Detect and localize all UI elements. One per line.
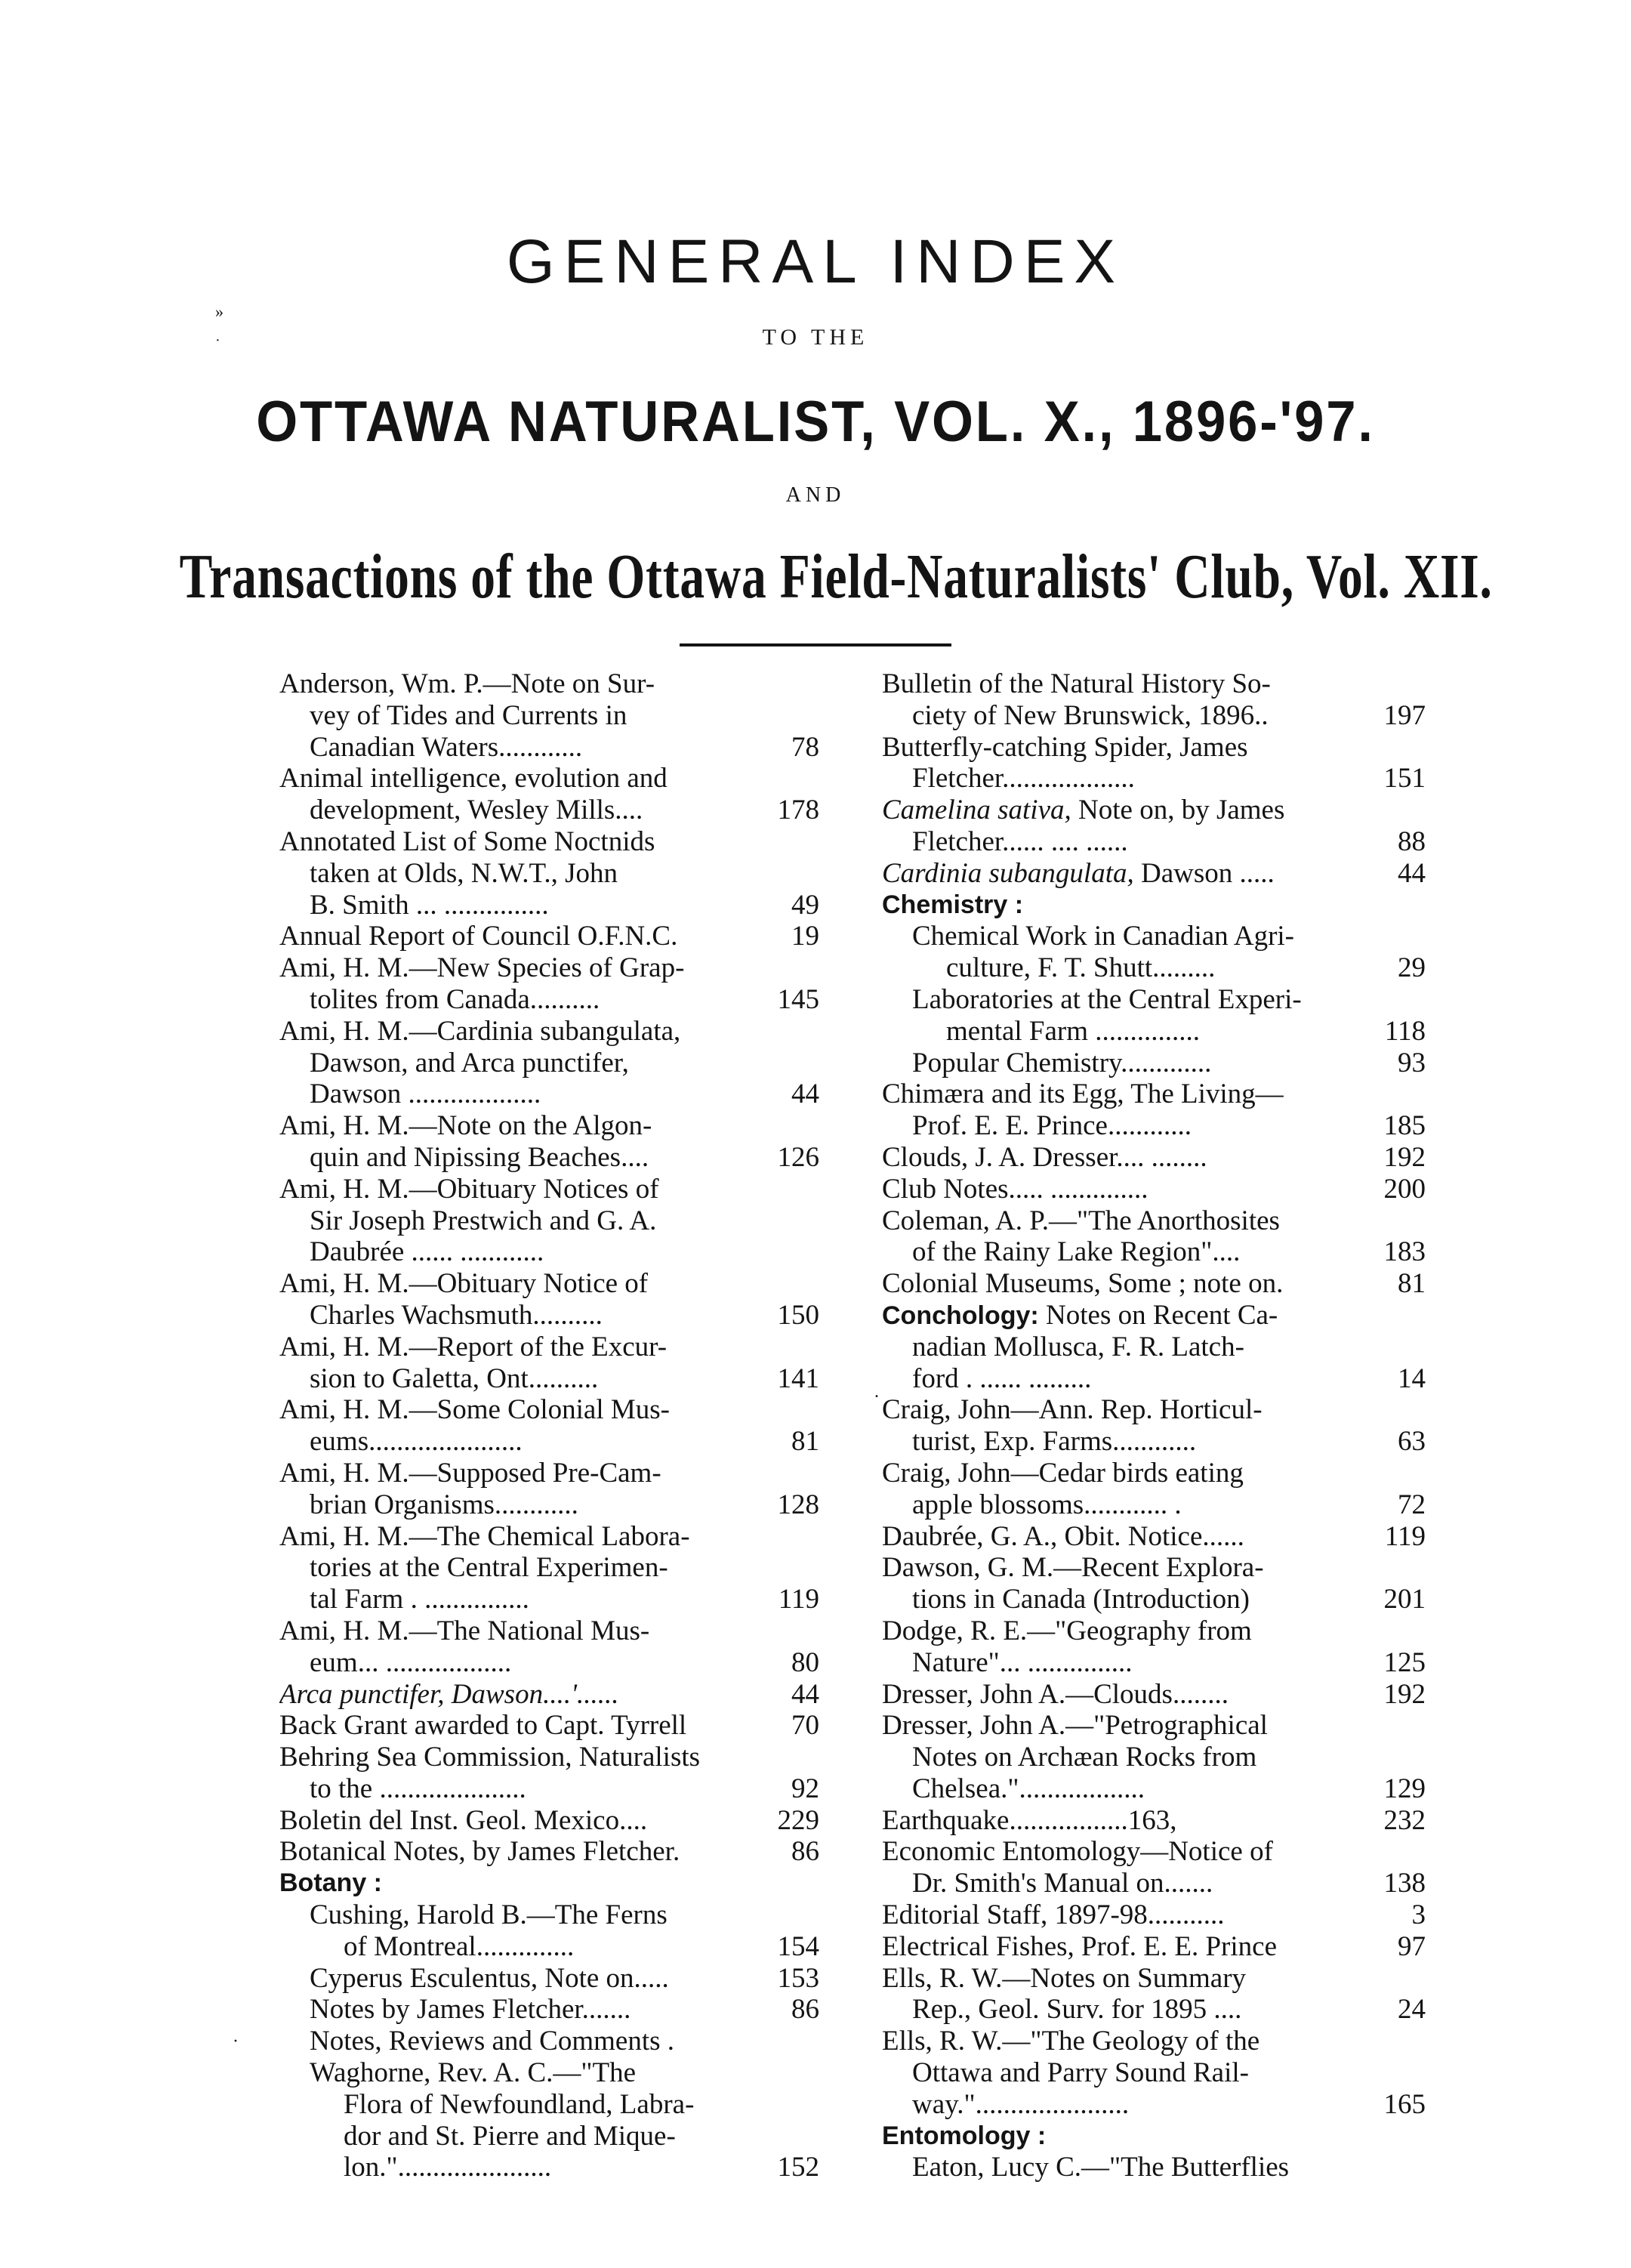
index-entry-text: Notes on Archæan Rocks from bbox=[912, 1742, 1257, 1773]
margin-mark: · bbox=[233, 2032, 239, 2051]
index-entry bbox=[882, 826, 1426, 858]
index-entry-text: Annual Report of Council O.F.N.C. bbox=[279, 921, 678, 952]
page-number: 86 bbox=[791, 1836, 819, 1868]
page-number: 128 bbox=[777, 1489, 819, 1520]
index-entry bbox=[882, 1268, 1426, 1300]
title-rule bbox=[680, 643, 951, 646]
index-entry bbox=[279, 1174, 819, 1205]
index-entry-rest: Note on, by James bbox=[1071, 795, 1285, 826]
index-entry-text bbox=[882, 858, 1275, 890]
index-entry bbox=[279, 1868, 819, 1899]
index-entry bbox=[279, 1742, 819, 1773]
index-entry-text: Chelsea.".................. bbox=[912, 1773, 1145, 1804]
index-entry-text: Flora of Newfoundland, Labra- bbox=[344, 2088, 695, 2120]
index-entry bbox=[279, 1773, 819, 1805]
index-column-left bbox=[279, 668, 819, 2183]
index-entry-text: Economic Entomology—Notice of bbox=[882, 1836, 1273, 1868]
page-number: 138 bbox=[1383, 1868, 1426, 1899]
index-entry bbox=[882, 1016, 1426, 1048]
index-entry-lead: Conchology: bbox=[882, 1301, 1039, 1330]
index-entry bbox=[279, 1363, 819, 1395]
index-entry-text: Chemistry : bbox=[882, 890, 1024, 919]
page-number: 192 bbox=[1383, 1678, 1426, 1710]
index-entry bbox=[279, 1836, 819, 1868]
index-entry bbox=[279, 1048, 819, 1079]
index-entry bbox=[279, 1236, 819, 1268]
page-number: 150 bbox=[777, 1299, 819, 1331]
page-number: 118 bbox=[1384, 1015, 1426, 1047]
page-number: 154 bbox=[777, 1930, 819, 1962]
index-entry bbox=[279, 984, 819, 1016]
page-number: 153 bbox=[777, 1962, 819, 1994]
page-number: 97 bbox=[1398, 1930, 1426, 1962]
index-entry bbox=[882, 763, 1426, 795]
index-entry-text: Eaton, Lucy C.—"The Butterflies bbox=[912, 2152, 1290, 2183]
index-entry-text: Nature"... ............... bbox=[912, 1646, 1133, 1678]
index-entry-text: quin and Nipissing Beaches.... bbox=[310, 1141, 649, 1173]
index-entry bbox=[279, 700, 819, 732]
index-entry bbox=[882, 952, 1426, 984]
index-entry bbox=[279, 1615, 819, 1647]
page-number: 72 bbox=[1398, 1489, 1426, 1520]
index-entry bbox=[882, 1931, 1426, 1963]
page-number: 129 bbox=[1383, 1773, 1426, 1804]
page-number: 229 bbox=[777, 1804, 819, 1836]
index-entry bbox=[279, 1552, 819, 1584]
index-entry bbox=[882, 1584, 1426, 1615]
page-number: 88 bbox=[1398, 825, 1426, 857]
page-number: 185 bbox=[1383, 1110, 1426, 1142]
index-entry bbox=[279, 795, 819, 826]
index-entry-text: of the Rainy Lake Region".... bbox=[912, 1236, 1241, 1268]
index-entry bbox=[882, 1426, 1426, 1458]
index-entry bbox=[279, 1489, 819, 1521]
index-entry-text: Editorial Staff, 1897-98........... bbox=[882, 1899, 1225, 1931]
index-entry bbox=[279, 2089, 819, 2121]
index-entry-text: turist, Exp. Farms............ bbox=[912, 1426, 1197, 1458]
page-number: 165 bbox=[1383, 2088, 1426, 2120]
page-number: 151 bbox=[1383, 763, 1426, 795]
index-entry bbox=[279, 1268, 819, 1300]
page-number: 63 bbox=[1398, 1426, 1426, 1458]
index-entry-text: Animal intelligence, evolution and bbox=[279, 763, 668, 795]
index-entry-text: Ami, H. M.—Obituary Notice of bbox=[279, 1268, 649, 1300]
index-entry bbox=[882, 1110, 1426, 1142]
index-entry-text: development, Wesley Mills.... bbox=[310, 795, 643, 826]
index-column-right bbox=[882, 668, 1426, 2183]
page-number: 19 bbox=[791, 921, 819, 952]
page-number: 152 bbox=[777, 2152, 819, 2183]
index-entry bbox=[279, 1647, 819, 1679]
index-entry-text: Cyperus Esculentus, Note on..... bbox=[310, 1962, 669, 1994]
index-entry-text: Laboratories at the Central Experi- bbox=[912, 983, 1302, 1015]
page-number: 197 bbox=[1383, 699, 1426, 731]
index-entry-text: Prof. E. E. Prince............ bbox=[912, 1110, 1192, 1142]
index-entry-text: Dawson, and Arca punctifer, bbox=[310, 1047, 629, 1078]
index-entry-text: Ami, H. M.—The Chemical Labora- bbox=[279, 1520, 690, 1552]
index-entry bbox=[279, 890, 819, 921]
index-entry-text bbox=[882, 795, 1284, 826]
index-entry bbox=[882, 1205, 1426, 1237]
index-entry bbox=[279, 952, 819, 984]
index-entry bbox=[882, 2026, 1426, 2057]
index-entry-text: Ami, H. M.—The National Mus- bbox=[279, 1615, 650, 1646]
index-entry bbox=[882, 2057, 1426, 2089]
index-entry-text: of Montreal.............. bbox=[344, 1930, 575, 1962]
index-entry-text: Ami, H. M.—Some Colonial Mus- bbox=[279, 1394, 670, 1426]
index-entry-text: Ami, H. M.—Obituary Notices of bbox=[279, 1173, 659, 1205]
index-entry-text: tions in Canada (Introduction) bbox=[912, 1584, 1250, 1615]
index-entry-text: Cushing, Harold B.—The Ferns bbox=[310, 1899, 668, 1931]
index-entry-text: Botanical Notes, by James Fletcher. bbox=[279, 1836, 680, 1868]
index-entry bbox=[882, 1552, 1426, 1584]
index-entry-text: Fletcher...... .... ...... bbox=[912, 825, 1128, 857]
index-entry-text: Dresser, John A.—Clouds........ bbox=[882, 1678, 1229, 1710]
index-entry bbox=[882, 1300, 1426, 1331]
index-entry bbox=[279, 1458, 819, 1489]
index-entry-text: ciety of New Brunswick, 1896.. bbox=[912, 699, 1269, 731]
index-entry-text: Dawson ................... bbox=[310, 1078, 541, 1110]
index-entry-text: Ami, H. M.—New Species of Grap- bbox=[279, 952, 685, 984]
index-entry-text: Back Grant awarded to Capt. Tyrrell bbox=[279, 1710, 687, 1742]
index-entry bbox=[279, 858, 819, 890]
index-entry bbox=[882, 1773, 1426, 1805]
index-entry bbox=[279, 1331, 819, 1363]
index-entry-text: Chimæra and its Egg, The Living— bbox=[882, 1078, 1284, 1110]
index-entry-text: Canadian Waters............ bbox=[310, 731, 583, 763]
index-entry-text: Craig, John—Ann. Rep. Horticul- bbox=[882, 1394, 1263, 1426]
index-entry bbox=[279, 1679, 819, 1711]
index-entry-text: Rep., Geol. Surv. for 1895 .... bbox=[912, 1994, 1242, 2026]
index-entry-text: eum... .................. bbox=[310, 1646, 512, 1678]
index-entry bbox=[279, 1710, 819, 1742]
index-entry bbox=[882, 1489, 1426, 1521]
page-number: 29 bbox=[1398, 952, 1426, 984]
index-entry-text: Charles Wachsmuth.......... bbox=[310, 1299, 603, 1331]
index-entry bbox=[882, 732, 1426, 764]
index-entry bbox=[279, 921, 819, 952]
index-entry-text: to the ..................... bbox=[310, 1773, 526, 1804]
index-entry bbox=[882, 1048, 1426, 1079]
page-number: 92 bbox=[791, 1773, 819, 1804]
index-entry-text: Ami, H. M.—Report of the Excur- bbox=[279, 1331, 668, 1362]
page-number: 119 bbox=[1384, 1520, 1426, 1552]
index-entry bbox=[882, 1805, 1426, 1837]
page-number: 44 bbox=[791, 1678, 819, 1710]
index-entry bbox=[279, 1110, 819, 1142]
index-entry-text: Ami, H. M.—Note on the Algon- bbox=[279, 1110, 652, 1142]
index-entry-text: Club Notes..... .............. bbox=[882, 1173, 1148, 1205]
index-entry-text: Dawson, G. M.—Recent Explora- bbox=[882, 1552, 1264, 1584]
to-the-caption: TO THE bbox=[762, 325, 869, 350]
index-entry bbox=[882, 1679, 1426, 1711]
index-entry bbox=[882, 1331, 1426, 1363]
index-entry-text: Botany : bbox=[279, 1868, 382, 1898]
index-entry-text: Dr. Smith's Manual on....... bbox=[912, 1868, 1213, 1899]
index-entry-lead: Camelina sativa, bbox=[882, 795, 1071, 826]
index-entry bbox=[882, 2089, 1426, 2121]
index-entry-text: sion to Galetta, Ont.......... bbox=[310, 1362, 599, 1394]
index-entry-text: vey of Tides and Currents in bbox=[310, 699, 627, 731]
page-number: 178 bbox=[777, 795, 819, 826]
index-entry bbox=[882, 1615, 1426, 1647]
index-entry bbox=[279, 1521, 819, 1553]
index-entry-text: Notes by James Fletcher....... bbox=[310, 1994, 631, 2026]
index-entry-text: Coleman, A. P.—"The Anorthosites bbox=[882, 1205, 1280, 1236]
index-entry-text: Sir Joseph Prestwich and G. A. bbox=[310, 1205, 657, 1236]
index-entry-text: Bulletin of the Natural History So- bbox=[882, 668, 1271, 699]
index-entry-text: tal Farm . ............... bbox=[310, 1584, 529, 1615]
index-entry-text: Ami, H. M.—Supposed Pre-Cam- bbox=[279, 1457, 661, 1489]
index-entry bbox=[279, 1205, 819, 1237]
index-entry bbox=[279, 2152, 819, 2183]
index-entry-text: nadian Mollusca, F. R. Latch- bbox=[912, 1331, 1244, 1362]
index-entry bbox=[279, 1078, 819, 1110]
index-entry bbox=[279, 763, 819, 795]
index-entry-text: culture, F. T. Shutt......... bbox=[946, 952, 1216, 984]
page-number: 78 bbox=[791, 731, 819, 763]
index-entry bbox=[882, 1142, 1426, 1174]
index-entry-text: Waghorne, Rev. A. C.—"The bbox=[310, 2057, 637, 2089]
page-number: 81 bbox=[791, 1426, 819, 1458]
index-entry-text: Notes, Reviews and Comments . bbox=[310, 2026, 675, 2057]
index-entry bbox=[279, 826, 819, 858]
index-entry bbox=[882, 700, 1426, 732]
page-number: 70 bbox=[791, 1710, 819, 1742]
index-entry bbox=[279, 1805, 819, 1837]
page-number: 141 bbox=[777, 1362, 819, 1394]
index-entry-text: eums...................... bbox=[310, 1426, 523, 1458]
page-number: 145 bbox=[777, 983, 819, 1015]
margin-mark: » bbox=[215, 302, 224, 321]
index-entry-text: Daubrée ...... ............ bbox=[310, 1236, 544, 1268]
index-entry bbox=[279, 1931, 819, 1963]
page-number: 93 bbox=[1398, 1047, 1426, 1078]
index-entry bbox=[882, 2121, 1426, 2152]
index-entry bbox=[882, 984, 1426, 1016]
index-entry-text: Entomology : bbox=[882, 2121, 1047, 2150]
index-entry-lead: Cardinia subangulata, bbox=[882, 857, 1134, 889]
index-entry-text: Ells, R. W.—Notes on Summary bbox=[882, 1962, 1247, 1994]
and-caption: AND bbox=[785, 483, 846, 507]
index-entry bbox=[882, 1394, 1426, 1426]
index-entry-text: Electrical Fishes, Prof. E. E. Prince bbox=[882, 1930, 1278, 1962]
index-entry-text: dor and St. Pierre and Mique- bbox=[344, 2120, 676, 2152]
index-entry-text: Ami, H. M.—Cardinia subangulata, bbox=[279, 1015, 681, 1047]
index-entry-text: Dresser, John A.—"Petrographical bbox=[882, 1710, 1268, 1742]
index-entry-text: Earthquake.................163, bbox=[882, 1804, 1177, 1836]
index-entry-rest: Notes on Recent Ca- bbox=[1038, 1299, 1278, 1331]
index-entry bbox=[882, 890, 1426, 921]
page-number: 44 bbox=[1398, 857, 1426, 889]
index-entry bbox=[279, 1394, 819, 1426]
index-entry bbox=[882, 1836, 1426, 1868]
index-entry-text: brian Organisms............ bbox=[310, 1489, 578, 1520]
page-number: 14 bbox=[1398, 1362, 1426, 1394]
index-entry-text: Behring Sea Commission, Naturalists bbox=[279, 1742, 701, 1773]
index-entry-text: tolites from Canada.......... bbox=[310, 983, 600, 1015]
page-number: 49 bbox=[791, 889, 819, 921]
margin-mark: . bbox=[874, 1382, 879, 1402]
page-number: 201 bbox=[1383, 1584, 1426, 1615]
journal-title: OTTAWA NATURALIST, VOL. X., 1896-'97. bbox=[256, 390, 1375, 454]
page-number: 24 bbox=[1398, 1994, 1426, 2026]
index-entry-text: taken at Olds, N.W.T., John bbox=[310, 857, 618, 889]
index-entry bbox=[882, 795, 1426, 826]
page-number: 232 bbox=[1383, 1804, 1426, 1836]
index-entry-text: Craig, John—Cedar birds eating bbox=[882, 1457, 1244, 1489]
index-entry bbox=[279, 1300, 819, 1331]
page-number: 119 bbox=[778, 1584, 819, 1615]
index-entry bbox=[279, 732, 819, 764]
index-entry-text: Colonial Museums, Some ; note on. bbox=[882, 1268, 1284, 1300]
index-entry-text: B. Smith ... ............... bbox=[310, 889, 549, 921]
index-entry-text: Annotated List of Some Noctnids bbox=[279, 825, 655, 857]
index-entry-rest: Dawson ..... bbox=[1133, 857, 1275, 889]
index-entry-text: ford . ...... ......... bbox=[912, 1362, 1092, 1394]
index-entry-text bbox=[882, 1300, 1278, 1332]
page-number: 200 bbox=[1383, 1173, 1426, 1205]
index-entry-text: mental Farm ............... bbox=[946, 1015, 1201, 1047]
index-entry bbox=[279, 668, 819, 700]
index-entry bbox=[882, 1742, 1426, 1773]
index-entry bbox=[882, 1236, 1426, 1268]
page-number: 44 bbox=[791, 1078, 819, 1110]
index-entry-text: Ottawa and Parry Sound Rail- bbox=[912, 2057, 1249, 2089]
index-entry bbox=[882, 2152, 1426, 2183]
page-number: 81 bbox=[1398, 1268, 1426, 1300]
index-entry bbox=[279, 1899, 819, 1931]
index-entry bbox=[882, 1899, 1426, 1931]
index-entry bbox=[882, 1078, 1426, 1110]
index-entry-text: Clouds, J. A. Dresser.... ........ bbox=[882, 1141, 1207, 1173]
index-entry bbox=[882, 1174, 1426, 1205]
index-entry bbox=[279, 2057, 819, 2089]
index-entry bbox=[882, 1458, 1426, 1489]
index-entry bbox=[279, 1994, 819, 2026]
index-title: GENERAL INDEX bbox=[506, 227, 1125, 296]
index-entry bbox=[882, 1363, 1426, 1395]
index-entry-text: lon."...................... bbox=[344, 2152, 552, 2183]
index-entry bbox=[882, 1710, 1426, 1742]
index-entry-text: Arca punctifer, Dawson....'...... bbox=[279, 1678, 619, 1710]
index-entry bbox=[279, 1016, 819, 1048]
index-entry bbox=[882, 1868, 1426, 1899]
page-number: 80 bbox=[791, 1646, 819, 1678]
index-entry bbox=[882, 668, 1426, 700]
index-entry-text: Chemical Work in Canadian Agri- bbox=[912, 921, 1295, 952]
index-entry bbox=[882, 1963, 1426, 1995]
index-entry bbox=[279, 1584, 819, 1615]
transactions-title: Transactions of the Ottawa Field-Naturalists' Club, Vol. XII. bbox=[179, 542, 1493, 612]
index-entry bbox=[279, 1426, 819, 1458]
index-entry-text: tories at the Central Experimen- bbox=[310, 1552, 668, 1584]
page-number: 126 bbox=[777, 1141, 819, 1173]
page-number: 125 bbox=[1383, 1646, 1426, 1678]
index-entry bbox=[882, 921, 1426, 952]
page-number: 183 bbox=[1383, 1236, 1426, 1268]
index-entry bbox=[882, 1994, 1426, 2026]
index-entry bbox=[882, 1521, 1426, 1553]
page-number: 3 bbox=[1411, 1899, 1426, 1931]
index-entry bbox=[279, 1963, 819, 1995]
index-entry bbox=[279, 2121, 819, 2152]
page-number: 86 bbox=[791, 1994, 819, 2026]
page-number: 192 bbox=[1383, 1141, 1426, 1173]
index-entry bbox=[279, 1142, 819, 1174]
index-entry-text: Anderson, Wm. P.—Note on Sur- bbox=[279, 668, 655, 699]
index-entry-text: way."...................... bbox=[912, 2088, 1130, 2120]
index-entry-text: apple blossoms............ . bbox=[912, 1489, 1182, 1520]
index-entry-text: Boletin del Inst. Geol. Mexico.... bbox=[279, 1804, 648, 1836]
index-entry bbox=[279, 2026, 819, 2057]
index-entry-text: Daubrée, G. A., Obit. Notice...... bbox=[882, 1520, 1244, 1552]
index-entry-text: Popular Chemistry............. bbox=[912, 1047, 1212, 1078]
margin-mark: · bbox=[215, 332, 220, 349]
index-entry-text: Dodge, R. E.—"Geography from bbox=[882, 1615, 1252, 1646]
index-entry-text: Fletcher................... bbox=[912, 763, 1135, 795]
index-entry-text: Butterfly-catching Spider, James bbox=[882, 731, 1248, 763]
index-entry bbox=[882, 1647, 1426, 1679]
index-entry-text: Ells, R. W.—"The Geology of the bbox=[882, 2026, 1260, 2057]
index-entry bbox=[882, 858, 1426, 890]
